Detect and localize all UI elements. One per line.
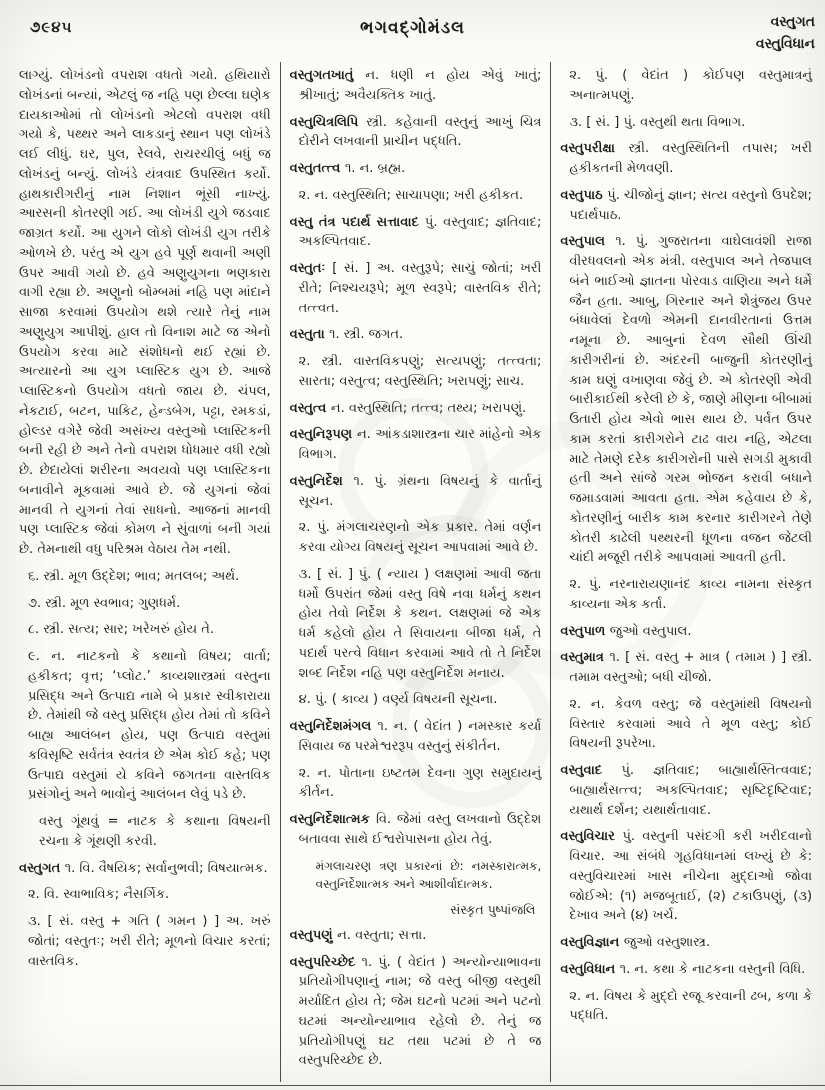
headword: વસ્તુ તંત્ર પદાર્થ સત્તાવાદ — [289, 214, 425, 230]
entry-paragraph: વસ્તુ ગૂંથવું = નાટક કે કથાના વિષયની રચના કે ગૂંથણી કરવી. — [39, 814, 271, 849]
entry-paragraph: ૬. સ્ત્રી. મૂળ ઉદ્દેશ; ભાવ; મતલબ; અર્થ. — [28, 568, 240, 584]
headword: વસ્તુવિજ્ઞાન — [560, 935, 624, 950]
entry-paragraph: ૮. સ્ત્રી. સત્ય; સાર; ખરેખરું હોય તે. — [28, 622, 215, 638]
headword: વસ્તુગતખાતું — [289, 68, 366, 83]
dictionary-entry: વસ્તુપાળ જુઓ વસ્તુપાલ. — [560, 623, 692, 639]
headword: વસ્તુતઃ — [289, 261, 333, 276]
entry-paragraph: લાગ્યું. લોખંડનો વપરાશ વધતો ગયો. હથિયારો લોખંડનાં બન્યાં, એટલું જ નહિ પણ છેલ્લા ઘણેક દાયકાઓમાં તો લોખંડનો એટલો વપરાશ વધી ગયો કે, પથ્થર અને લાકડાનું સ્થાન પણ લોખંડે લઈ લીધું. ઘર, પુલ, રેલવે, રાચરચીલું બધું જ લોખંડનું બન્યું. લોખંડે યંત્રવાદ ઉપસ્થિત કર્યો. હાથકારીગરીનું નામ નિશાન ભૂંસી નાખ્યું. આરસની કોતરણી ગઈ. આ લોખંડી યુગે જડવાદ જાગ્રત કર્યો. આ યુગને લોકો લોખંડી યુગ તરીકે ઓળખે છે. પરંતુ એ યુગ હવે પૂર્ણ થવાની અણી ઉપર આવી ગયો છે. હવે અણુયુગના ભણકારા વાગી રહ્યા છે. અણુનો બોમ્બમાં નહિ પણ માંદાને સાજા કરવામાં ઉપયોગ થશે ત્યારે તેનું નામ અણુયુગ આપીશું. હાલ તો વિનાશ માટે જ એનો ઉપયોગ કરવા માટે સંશોધનો થઈ રહ્યાં છે. અત્યારનો આ યુગ પ્લાસ્ટિક યુગ છે. આજે પ્લાસ્ટિકનો ઉપયોગ વધતો જાય છે. ચંપલ, નેકટાઈ, બટન, પાકિટ, હેન્ડબેગ, પટ્ટા, રમકડાં, હોલ્ડર વગેરે જેવી અસંખ્ય વસ્તુઓ પ્લાસ્ટિકની બની રહી છે અને તેનો વપરાશ ધોધમાર વધી રહ્યો છે. છેદાયેલાં શરીરના અવયવો પણ પ્લાસ્ટિકના બનાવીને મૂકવામાં આવે છે. જે યુગનાં જેવાં માનવી તે યુગનાં તેવાં સાધનો. આજનાં માનવી પણ પ્લાસ્ટિક જેવાં કોમળ ને સુંવાળાં બની ગયાં છે. તેમનાથી વધુ પરિશ્રમ વેઠાય તેમ નથી. — [19, 68, 271, 557]
dictionary-entry: વસ્તુગતખાતું ન. ધણી ન હોય એવું ખાતું; શ્રીખાતું; અવૈયક્તિક ખાતું. — [289, 68, 542, 103]
dictionary-entry: વસ્તુપાઠ પું. ચીજોનું જ્ઞાન; સત્ય વસ્તુનો ઉપદેશ; પદાર્થપાઠ. — [560, 187, 812, 223]
dictionary-entry: વસ્તુનિરૂપણ ન. આંકડાશાસ્ત્રના ચાર માંહેનો એક વિભાગ. — [289, 427, 542, 462]
entry-paragraph: ૨. ન. પોતાના ઇષ્ટતમ દેવના ગુણ સમુદાયનું કીર્તન. — [298, 765, 542, 801]
entry-paragraph: ૨. ન. વસ્તુસ્થિતિ; સાચાપણા; ખરી હકીકત. — [298, 187, 524, 203]
column-2 — [280, 62, 551, 1082]
dictionary-entry: વસ્તુત્વ ન. વસ્તુસ્થિતિ; તત્ત્વ; તથ્ય; ખરાપણું. — [289, 400, 527, 416]
dictionary-entry: વસ્તુતઃ [ સં. ] અ. વસ્તુરૂપે; સાચું જોતાં; ખરી રીતે; નિશ્ચયરૂપે; મૂળ સ્વરૂપે; વાસ્તવિક રીતે; તત્ત્વત. — [289, 261, 542, 316]
dictionary-entry: વસ્તુવાદ પું. જ્ઞતિવાદ; બાહ્યાર્થસ્તિત્વવાદ; બાહ્યાર્થસત્ત્વ; અકલ્પિતવાદ; સૃષ્ટિદૃષ્ટિવાદ; યથાર્થ દર્શન; યથાર્થતાવાદ. — [560, 763, 813, 818]
dictionary-entry: વસ્તુતત્ત્વ ૧. ન. બ્રહ્મ. — [289, 161, 406, 176]
entry-paragraph: ૨. પું. મંગલાચરણનો એક પ્રકાર. તેમાં વર્ણન કરવા યોગ્ય વિષયનું સૂચન આપવામાં આવે છે. — [298, 520, 542, 555]
headword: વસ્તુતત્ત્વ — [289, 161, 345, 176]
entry-paragraph: ૪. પું. ( કાવ્ય ) વર્ણ્ય વિષયની સૂચના. — [298, 692, 498, 708]
book-title: ભગવદ્ગોમંડલ — [360, 18, 465, 38]
headword: વસ્તુપાલ — [560, 234, 616, 250]
dictionary-entry: વસ્તુવિજ્ઞાન જુઓ વસ્તુશાસ્ત્ર. — [560, 935, 711, 950]
headword: વસ્તુપાળ — [560, 623, 610, 639]
guide-word-last: વસ્તુવિધાન — [755, 35, 815, 52]
headword: વસ્તુનિર્દેશાત્મક — [289, 812, 376, 827]
headword: વસ્તુપરીક્ષા — [560, 141, 629, 157]
entry-paragraph: ૩. [ સં. ] પું. ( ન્યાય ) લક્ષણમાં આવી જતા ધર્મો ઉપરાંત જેમાં વસ્તુ વિષે નવા ધર્મનું કથન હોય તેવો નિર્દેશ કે કથન. લક્ષણમાં જે એક ધર્મ કહેલો હોય તે સિવાયના બીજા ધર્મ, તે પદાર્થ પરત્વે વિધાન કરવામાં આવે તો તે નિર્દેશ શબ્દ નિર્દેશ નહિ પણ વસ્તુનિર્દેશ મનાય. — [298, 566, 542, 681]
headword: વસ્તુવાદ — [560, 763, 622, 778]
dictionary-entry: વસ્તુવિધાન ૧. ન. કથા કે નાટકના વસ્તુની વિધિ. — [560, 961, 806, 977]
bottom-rule — [0, 1085, 825, 1086]
dictionary-entry: વસ્તુપાલ ૧. પું. ગુજરાતના વાઘેલાવંશી રાજા વીરધવલનો એક મંત્રી. વસ્તુપાલ અને તેજપાલ બંને ભાઈઓ જ્ઞાતના પોરવાડ વાણિયા અને ધર્મે જૈન હતા. આબુ, ગિરનાર અને શેત્રુંજય ઉપર બંધાવેલાં દેવળો એમની દાનવીરતાનાં ઉત્તમ નમૂના છે. આબુનાં દેવળ સૌથી ઊંચી કારીગરીનાં છે. અંદરની બાજુની કોતરણીનું કામ ઘણું વખાણવા જેવું છે. એ કોતરણી એવી બારીકાઈથી કરેલી છે કે, જાણે મીણના બીબામાં ઉતારી હોય એવો ભાસ થાય છે. પર્વત ઉપર કામ કરતાં કારીગરોને ટાઢ વાય નહિ, એટલા માટે તેમણે દરેક કારીગરોની પાસે સગડી મુકાવી હતી અને સાંજે ગરમ ભોજન કરાવી બધાને જમાડવામાં આવતા હતા. એમ કહેવાય છે કે, કોતરણીનું બારીક કામ કરનાર કારીગરને તેણે કોતરી કાઢેલી પથ્થરની ધૂળના વજન જેટલી ચાંદી મજૂરી તરીકે આપવામાં આવતી હતી. — [560, 234, 813, 566]
guide-words — [756, 12, 815, 55]
entry-paragraph: ૨. ન. વિષય કે મુદ્દો રજૂ કરવાની ઢબ, કળા કે પદ્ધતિ. — [569, 988, 813, 1024]
page-header — [0, 0, 825, 62]
entry-paragraph: ૨. વિ. સ્વાભાવિક; નૈસર્ગિક. — [28, 887, 170, 903]
column-1 — [10, 62, 280, 1082]
headword: વસ્તુમાત્ર — [560, 650, 610, 666]
headword: વસ્તુવિધાન — [560, 961, 620, 977]
headword: વસ્તુવિચાર — [560, 829, 623, 845]
headword: વસ્તુત્વ — [289, 400, 331, 416]
entry-paragraph: ૨. સ્ત્રી. વાસ્તવિકપણું; સત્યપણું; તત્ત્વતા; સારતા; વસ્તુત્વ; વસ્તુસ્થિતિ; ખરાપણું; સાચ. — [298, 354, 542, 389]
headword: વસ્તુપરિચ્છેદ — [289, 954, 362, 970]
dictionary-entry: વસ્તુપરિચ્છેદ ૧. પું. ( વેદાંત ) અન્યોન્યાભાવના પ્રતિયોગીપણાનું નામ; જે વસ્તુ બીજી વસ્તુથી મર્યાદિત હોય તે; જેમ ઘટનો પટમાં અને પટનો ઘટમાં અન્યોન્યાભાવ રહેલો છે. તેનું જ પ્રતિયોગીપણું ઘટ તથા પટમાં છે તે જ વસ્તુપરિચ્છેદ છે. — [289, 954, 542, 1069]
entry-paragraph: ૨. પું. નરનારાયણાનંદ કાવ્ય નામના સંસ્કૃત કાવ્યના એક કર્તા. — [569, 577, 813, 612]
entry-paragraph: ૩. [ સં. ] પું. વસ્તુથી થતા વિભાગ. — [569, 114, 746, 130]
entry-paragraph: મંગલાચરણ ત્રણ પ્રકારનાં છે: નમસ્કારાત્મક, વસ્તુનિર્દેશાત્મક અને આશીર્વાદાત્મક. — [315, 858, 542, 891]
dictionary-entry: વસ્તુતા ૧. સ્ત્રી. જગત. — [289, 327, 404, 343]
entry-paragraph: ૨. ન. કેવળ વસ્તુ; જે વસ્તુમાંથી વિષયનો વિસ્તાર કરવામાં આવે તે મૂળ વસ્તુ; કોઈ વિષયની રૂપરેખા. — [569, 696, 813, 752]
dictionary-entry: વસ્તુપણું ન. વસ્તુતા; સત્તા. — [289, 927, 427, 943]
headword: વસ્તુપણું — [289, 927, 338, 943]
headword: વસ્તુપાઠ — [560, 187, 608, 203]
dictionary-entry: વસ્તુચિત્રલિપિ સ્ત્રી. કહેવાની વસ્તુનું આખું ચિત્ર દોરીને લખવાની પ્રાચીન પદ્ધતિ. — [289, 114, 542, 150]
entry-paragraph: સંસ્કૃત પુષ્પાંજલિ — [450, 901, 536, 917]
dictionary-entry: વસ્તુપરીક્ષા સ્ત્રી. વસ્તુસ્થિતિની તપાસ; ખરી હકીકતની મેળવણી. — [560, 141, 813, 176]
dictionary-entry: વસ્તુનિર્દેશ ૧. પું. ગ્રંથના વિષયનું કે વાર્તાનું સૂચન. — [289, 473, 542, 509]
guide-word-first: વસ્તુગત — [770, 14, 815, 30]
dictionary-entry: વસ્તુગત ૧. વિ. વૈષયિક; સર્વાનુભવી; વિષયાત્મક. — [19, 860, 268, 876]
entry-paragraph: ૨. પું. ( વેદાંત ) કોઈપણ વસ્તુમાત્રનું અનાત્મપણું. — [569, 68, 813, 103]
dictionary-entry: વસ્તુનિર્દેશાત્મક વિ. જેમાં વસ્તુ લખવાનો ઉદ્દેશ બતાવવા સાથે ઈશ્વરોપાસના હોય તેવું. — [289, 812, 542, 847]
headword: વસ્તુગત — [19, 860, 65, 876]
dictionary-entry: વસ્તુવિચાર પું. વસ્તુની પસંદગી કરી ખરીદવાનો વિચાર. આ સંબંધે ગૃહવિધાનમાં લખ્યું છે કે: વસ્તુવિચારમાં ખાસ નીચેના મુદ્દાઓ જોવા જોઈએ: (૧) મજબૂતાઈ, (૨) ટકાઉપણું, (૩) દેખાવ અને (૪) ખર્ચ. — [560, 829, 813, 924]
headword: વસ્તુચિત્રલિપિ — [289, 114, 367, 130]
dictionary-entry: વસ્તુનિર્દેશમંગલ ૧. ન. ( વેદાંત ) નમસ્કાર કર્યા સિવાય જ પરમેશ્વરરૂપ વસ્તુનું સંકીર્તન. — [289, 719, 542, 754]
entry-paragraph: ૯. ન. નાટકનો કે કથાનો વિષય; વાર્તા; હકીકત; વૃત્ત; ‘પ્લોટ.’ કાવ્યશાસ્ત્રમાં વસ્તુના પ્રસિદ્ધ અને ઉત્પાદ્ય નામે બે પ્રકાર સ્વીકારાયા છે. તેમાંથી જે વસ્તુ પ્રસિદ્ધ હોય તેમાં તો કવિને બાહ્ય આલંબન હોય, પણ ઉત્પાદ્ય વસ્તુમાં કવિસૃષ્ટિ સર્વતંત્ર સ્વતંત્ર છે એમ કોઈ કહે; પણ ઉત્પાદ્ય વસ્તુમાં યે કવિને જગતના વાસ્તવિક પ્રસંગોનું અને ભાવોનું આલંબન લેવું પડે છે. — [28, 649, 271, 803]
headword: વસ્તુનિર્દેશમંગલ — [289, 719, 378, 734]
column-3 — [550, 62, 821, 1082]
page-number: ૭૯૪૫ — [30, 18, 73, 36]
headword: વસ્તુનિર્દેશ — [289, 473, 354, 489]
entry-paragraph: ૭. સ્ત્રી. મૂળ સ્વભાવ; ગુણધર્મ. — [28, 595, 181, 611]
dictionary-columns — [10, 62, 821, 1082]
dictionary-entry: વસ્તુ તંત્ર પદાર્થ સત્તાવાદ પું. વસ્તુવાદ; જ્ઞતિવાદ; અકલ્પિતવાદ. — [289, 214, 542, 250]
dictionary-entry: વસ્તુમાત્ર ૧. [ સં. વસ્તુ + માત્ર ( તમામ ) ] સ્ત્રી. તમામ વસ્તુઓ; બધી ચીજો. — [560, 650, 812, 685]
headword: વસ્તુતા — [289, 327, 330, 343]
headword: વસ્તુનિરૂપણ — [289, 427, 357, 443]
entry-paragraph: ૩. [ સં. વસ્તુ + ગતિ ( ગમન ) ] અ. ખરું જોતાં; વસ્તુતઃ; ખરી રીતે; મૂળનો વિચાર કરતાં; વાસ્તવિક. — [28, 914, 271, 969]
